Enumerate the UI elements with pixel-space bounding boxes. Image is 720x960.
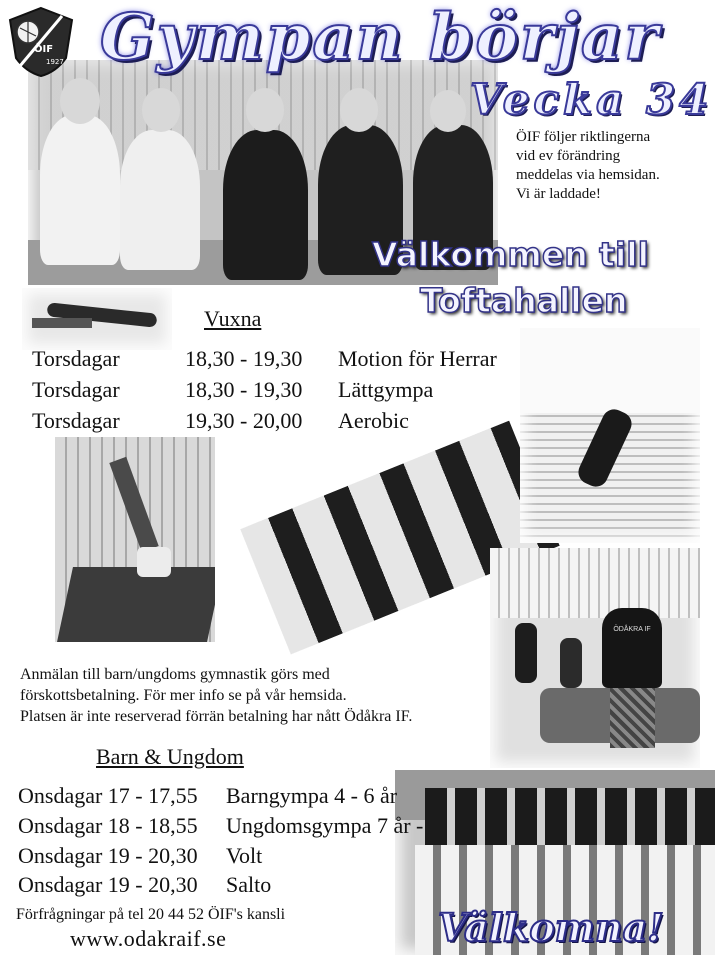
logo-text: ÖIF [34,44,54,55]
website-link[interactable]: www.odakraif.se [70,926,227,951]
welcome-line-2: Toftahallen [420,281,628,320]
welcome-line-1: Välkommen till [372,235,649,274]
contact-info: Förfrågningar på tel 20 44 52 ÖIF's kansli [16,906,286,923]
logo-year: 1927 [46,58,64,66]
schedule-activity: Ungdomsgympa 7 år - [226,813,424,838]
schedule-time: 18,30 - 19,30 [185,377,303,402]
adult-schedule-row [32,346,552,374]
youth-schedule-row [18,783,438,811]
schedule-activity: Barngympa 4 - 6 år [226,783,398,808]
notice-line: ÖIF följer riktlingerna [516,129,651,145]
schedule-day: Torsdagar [32,346,120,371]
handstand-photo [55,437,215,642]
club-logo [6,6,76,78]
info-line: Anmälan till barn/ungdoms gymnastik görs med [20,666,330,683]
schedule-day: Torsdagar [32,377,120,402]
air-track-photo [490,548,700,768]
youth-schedule-row [18,843,438,871]
jacket-print: ÖDÅKRA IF [613,626,651,633]
schedule-day-time: Onsdagar 18 - 18,55 [18,813,198,838]
schedule-activity: Salto [226,872,272,897]
schedule-day-time: Onsdagar 17 - 17,55 [18,783,198,808]
adult-schedule-row [32,408,552,436]
youth-schedule-row [18,872,438,900]
registration-info [20,664,500,727]
notice-text [516,128,716,204]
schedule-time: 19,30 - 20,00 [185,408,303,433]
adults-heading: Vuxna [204,306,262,331]
youth-schedule-row [18,813,438,841]
schedule-day-time: Onsdagar 19 - 20,30 [18,843,198,868]
notice-line: Vi är laddade! [516,186,601,202]
schedule-activity: Motion för Herrar [338,346,497,371]
schedule-activity: Aerobic [338,408,409,433]
bench-exercise-photo [22,288,172,350]
schedule-day: Torsdagar [32,408,120,433]
notice-line: meddelas via hemsidan. [516,167,660,183]
info-line: förskottsbetalning. För mer info se på vår hemsida. [20,687,347,704]
adult-schedule-row [32,377,552,405]
page-title: Gympan börjar [100,0,661,75]
youth-heading: Barn & Ungdom [96,744,244,769]
schedule-activity: Lättgympa [338,377,434,402]
schedule-activity: Volt [226,843,263,868]
closing-greeting: Välkomna! [438,905,664,950]
notice-line: vid ev förändring [516,148,621,164]
week-subtitle: Vecka 34 [470,75,713,124]
schedule-time: 18,30 - 19,30 [185,346,303,371]
schedule-day-time: Onsdagar 19 - 20,30 [18,872,198,897]
info-line: Platsen är inte reserverad förrän betalning har nått Ödåkra IF. [20,708,413,725]
